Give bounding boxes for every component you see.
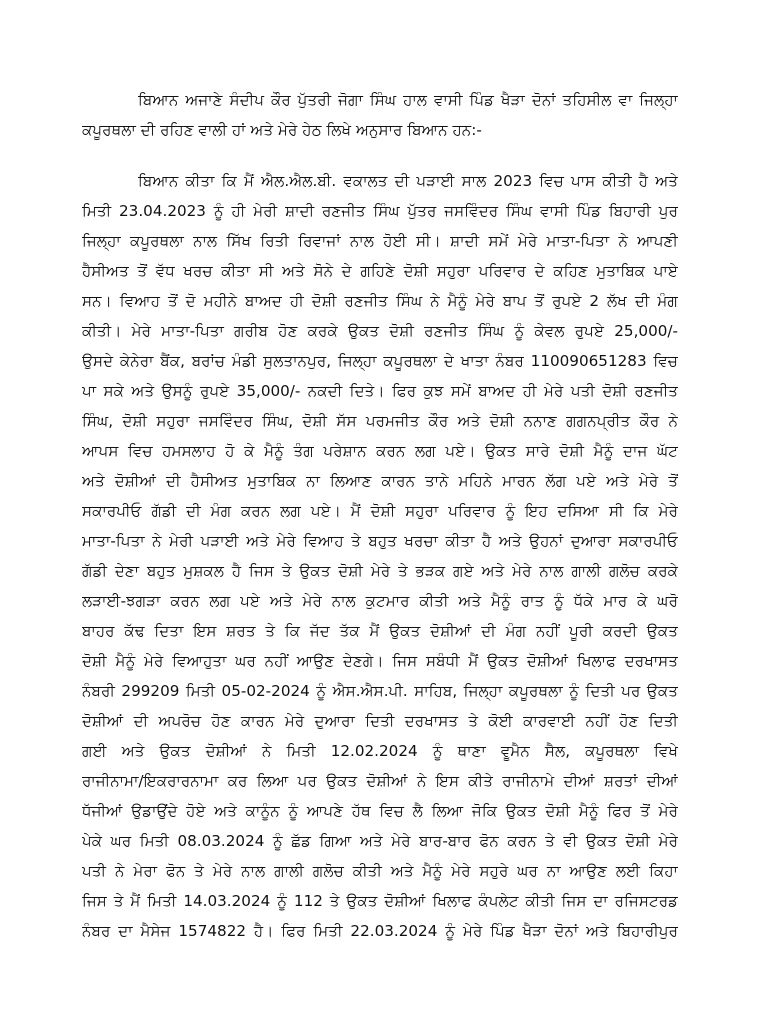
body-line: ਦੋਸ਼ੀਆਂ ਦੀ ਅਪਰੋਚ ਹੋਣ ਕਾਰਨ ਮੇਰੇ ਦੁਆਰਾ ਦਿਤੀ ਦਰਖਾਸਤ ਤੇ ਕੋਈ ਕਾਰਵਾਈ ਨਹੀਂ ਹੋਣ ਦਿਤੀ — [82, 712, 678, 730]
body-line: ਜਿਸ ਤੇ ਮੈਂ ਮਿਤੀ 14.03.2024 ਨੂੰ 112 ਤੇ ਉਕਤ ਦੋਸ਼ੀਆਂ ਖਿਲਾਫ ਕੰਪਲੇਟ ਕੀਤੀ ਜਿਸ ਦਾ ਰਜਿਸਟਰਡ — [82, 892, 678, 910]
intro-line: ਬਿਆਨ ਅਜਾਣੇ ਸੰਦੀਪ ਕੌਰ ਪੁੱਤਰੀ ਜੋਗਾ ਸਿੰਘ ਹਾਲ ਵਾਸੀ ਪਿੰਡ ਖੈੜਾ ਦੋਨਾਂ ਤਹਿਸੀਲ ਵਾ ਜਿਲ੍ਹਾ — [138, 91, 678, 109]
body-line: ਉਸਦੇ ਕੇਨੇਰਾ ਬੈਂਕ, ਬਰਾਂਚ ਮੰਡੀ ਸੁਲਤਾਨਪੁਰ, ਜਿਲ੍ਹਾ ਕਪੂਰਥਲਾ ਦੇ ਖਾਤਾ ਨੰਬਰ 110090651283 ਵਿਚ — [82, 352, 678, 370]
body-line: ਰਾਜੀਨਾਮਾ/ਇਕਰਾਰਨਾਮਾ ਕਰ ਲਿਆ ਪਰ ਉਕਤ ਦੋਸ਼ੀਆਂ ਨੇ ਇਸ ਕੀਤੇ ਰਾਜੀਨਾਮੇ ਦੀਆਂ ਸ਼ਰਤਾਂ ਦੀਆਂ — [82, 772, 678, 790]
body-line: ਮਿਤੀ 23.04.2023 ਨੂੰ ਹੀ ਮੇਰੀ ਸ਼ਾਦੀ ਰਣਜੀਤ ਸਿੰਘ ਪੁੱਤਰ ਜਸਵਿੰਦਰ ਸਿੰਘ ਵਾਸੀ ਪਿੰਡ ਬਿਹਾਰੀ ਪੁਰ — [82, 202, 678, 220]
body-line: ਗਈ ਅਤੇ ਉਕਤ ਦੋਸ਼ੀਆਂ ਨੇ ਮਿਤੀ 12.02.2024 ਨੂੰ ਥਾਣਾ ਵੂਮੈਨ ਸੈਲ, ਕਪੂਰਥਲਾ ਵਿਖੇ — [82, 742, 678, 760]
body-line: ਪੇਕੇ ਘਰ ਮਿਤੀ 08.03.2024 ਨੂੰ ਛੱਡ ਗਿਆ ਅਤੇ ਮੇਰੇ ਬਾਰ-ਬਾਰ ਫੋਨ ਕਰਨ ਤੇ ਵੀ ਉਕਤ ਦੋਸ਼ੀ ਮੇਰੇ — [82, 832, 678, 850]
body-line: ਪਤੀ ਨੇ ਮੇਰਾ ਫੋਨ ਤੇ ਮੇਰੇ ਨਾਲ ਗਾਲੀ ਗਲੋਚ ਕੀਤੀ ਅਤੇ ਮੈਨੂੰ ਮੇਰੇ ਸਹੁਰੇ ਘਰ ਨਾ ਆਉਣ ਲਈ ਕਿਹਾ — [82, 862, 678, 880]
body-line: ਮਾਤਾ-ਪਿਤਾ ਨੇ ਮੇਰੀ ਪੜਾਈ ਅਤੇ ਮੇਰੇ ਵਿਆਹ ਤੇ ਬਹੁਤ ਖਰਚਾ ਕੀਤਾ ਹੈ ਅਤੇ ਉਹਨਾਂ ਦੁਆਰਾ ਸਕਾਰਪੀਓ — [82, 532, 678, 550]
body-line: ਲੜਾਈ-ਝਗੜਾ ਕਰਨ ਲਗ ਪਏ ਅਤੇ ਮੇਰੇ ਨਾਲ ਕੁਟਮਾਰ ਕੀਤੀ ਅਤੇ ਮੈਨੂੰ ਰਾਤ ਨੂੰ ਧੱਕੇ ਮਾਰ ਕੇ ਘਰੋ — [82, 592, 678, 610]
body-line: ਕੀਤੀ। ਮੇਰੇ ਮਾਤਾ-ਪਿਤਾ ਗਰੀਬ ਹੋਣ ਕਰਕੇ ਉਕਤ ਦੋਸ਼ੀ ਰਣਜੀਤ ਸਿੰਘ ਨੂੰ ਕੇਵਲ ਰੁਪਏ 25,000/- — [82, 322, 678, 340]
body-line: ਪਾ ਸਕੇ ਅਤੇ ਉਸਨੂੰ ਰੁਪਏ 35,000/- ਨਕਦੀ ਦਿਤੇ। ਫਿਰ ਕੁਝ ਸਮੇਂ ਬਾਅਦ ਹੀ ਮੇਰੇ ਪਤੀ ਦੋਸ਼ੀ ਰਣਜੀਤ — [82, 382, 678, 400]
body-line: ਬਾਹਰ ਕੱਢ ਦਿਤਾ ਇਸ ਸ਼ਰਤ ਤੇ ਕਿ ਜੱਦ ਤੱਕ ਮੈਂ ਉਕਤ ਦੋਸ਼ੀਆਂ ਦੀ ਮੰਗ ਨਹੀਂ ਪੂਰੀ ਕਰਦੀ ਉਕਤ — [82, 622, 678, 640]
body-line: ਧੱਜੀਆਂ ਉਡਾਉਂਦੇ ਹੋਏ ਅਤੇ ਕਾਨੂੰਨ ਨੂੰ ਆਪਣੇ ਹੱਥ ਵਿਚ ਲੈ ਲਿਆ ਜੋਕਿ ਉਕਤ ਦੋਸ਼ੀ ਮੈਨੂੰ ਫਿਰ ਤੋਂ ਮੇਰੇ — [82, 802, 678, 820]
body-line: ਦੋਸ਼ੀ ਮੈਨੂੰ ਮੇਰੇ ਵਿਆਹੁਤਾ ਘਰ ਨਹੀਂ ਆਉਣ ਦੇਣਗੇ। ਜਿਸ ਸਬੰਧੀ ਮੈਂ ਉਕਤ ਦੋਸ਼ੀਆਂ ਖਿਲਾਫ ਦਰਖਾਸਤ — [82, 652, 678, 670]
body-line: ਅਤੇ ਦੋਸ਼ੀਆਂ ਦੀ ਹੈਸੀਅਤ ਮੁਤਾਬਿਕ ਨਾ ਲਿਆਣ ਕਾਰਨ ਤਾਨੇ ਮਹਿਨੇ ਮਾਰਨ ਲੱਗ ਪਏ ਅਤੇ ਮੇਰੇ ਤੋਂ — [82, 472, 678, 490]
body-line: ਸਨ। ਵਿਆਹ ਤੋਂ ਦੋ ਮਹੀਨੇ ਬਾਅਦ ਹੀ ਦੋਸ਼ੀ ਰਣਜੀਤ ਸਿੰਘ ਨੇ ਮੈਨੂੰ ਮੇਰੇ ਬਾਪ ਤੋਂ ਰੁਪਏ 2 ਲੱਖ ਦੀ ਮੰਗ — [82, 292, 678, 310]
body-line: ਜਿਲ੍ਹਾ ਕਪੂਰਥਲਾ ਨਾਲ ਸਿੱਖ ਰਿਤੀ ਰਿਵਾਜਾਂ ਨਾਲ ਹੋਈ ਸੀ। ਸ਼ਾਦੀ ਸਮੇਂ ਮੇਰੇ ਮਾਤਾ-ਪਿਤਾ ਨੇ ਆਪਣੀ — [82, 232, 678, 250]
body-line: ਸਕਾਰਪੀਓ ਗੱਡੀ ਦੀ ਮੰਗ ਕਰਨ ਲਗ ਪਏ। ਮੈਂ ਦੋਸ਼ੀ ਸਹੁਰਾ ਪਰਿਵਾਰ ਨੂੰ ਇਹ ਦਸਿਆ ਸੀ ਕਿ ਮੇਰੇ — [82, 502, 678, 520]
body-line: ਨੰਬਰ ਦਾ ਮੈਸੇਜ 1574822 ਹੈ। ਫਿਰ ਮਿਤੀ 22.03.2024 ਨੂੰ ਮੇਰੇ ਪਿੰਡ ਖੈੜਾ ਦੋਨਾਂ ਅਤੇ ਬਿਹਾਰੀਪੁਰ — [82, 922, 678, 940]
body-line: ਸਿੰਘ, ਦੋਸ਼ੀ ਸਹੁਰਾ ਜਸਵਿੰਦਰ ਸਿੰਘ, ਦੋਸ਼ੀ ਸੱਸ ਪਰਮਜੀਤ ਕੌਰ ਅਤੇ ਦੋਸ਼ੀ ਨਨਾਣ ਗਗਨਪ੍ਰੀਤ ਕੌਰ ਨੇ — [82, 412, 678, 430]
intro-line: ਕਪੂਰਥਲਾ ਦੀ ਰਹਿਣ ਵਾਲੀ ਹਾਂ ਅਤੇ ਮੇਰੇ ਹੇਠ ਲਿਖੇ ਅਨੁਸਾਰ ਬਿਆਨ ਹਨ:- — [82, 121, 482, 139]
body-line: ਬਿਆਨ ਕੀਤਾ ਕਿ ਮੈਂ ਐਲ.ਐਲ.ਬੀ. ਵਕਾਲਤ ਦੀ ਪੜਾਈ ਸਾਲ 2023 ਵਿਚ ਪਾਸ ਕੀਤੀ ਹੈ ਅਤੇ — [138, 172, 678, 190]
body-line: ਹੈਸੀਅਤ ਤੋਂ ਵੱਧ ਖਰਚ ਕੀਤਾ ਸੀ ਅਤੇ ਸੋਨੇ ਦੇ ਗਹਿਣੇ ਦੋਸ਼ੀ ਸਹੁਰਾ ਪਰਿਵਾਰ ਦੇ ਕਹਿਣ ਮੁਤਾਬਿਕ ਪਾਏ — [82, 262, 678, 280]
body-line: ਗੱਡੀ ਦੇਣਾ ਬਹੁਤ ਮੁਸ਼ਕਲ ਹੈ ਜਿਸ ਤੇ ਉਕਤ ਦੋਸ਼ੀ ਮੇਰੇ ਤੇ ਭੜਕ ਗਏ ਅਤੇ ਮੇਰੇ ਨਾਲ ਗਾਲੀ ਗਲੋਚ ਕਰਕੇ — [82, 562, 678, 580]
body-line: ਨੰਬਰੀ 299209 ਮਿਤੀ 05-02-2024 ਨੂੰ ਐਸ.ਐਸ.ਪੀ. ਸਾਹਿਬ, ਜਿਲ੍ਹਾ ਕਪੂਰਥਲਾ ਨੂੰ ਦਿਤੀ ਪਰ ਉਕਤ — [82, 682, 678, 700]
body-line: ਆਪਸ ਵਿਚ ਹਮਸਲਾਹ ਹੋ ਕੇ ਮੈਨੂੰ ਤੰਗ ਪਰੇਸ਼ਾਨ ਕਰਨ ਲਗ ਪਏ। ਉਕਤ ਸਾਰੇ ਦੋਸ਼ੀ ਮੈਨੂੰ ਦਾਜ ਘੱਟ — [82, 442, 678, 460]
